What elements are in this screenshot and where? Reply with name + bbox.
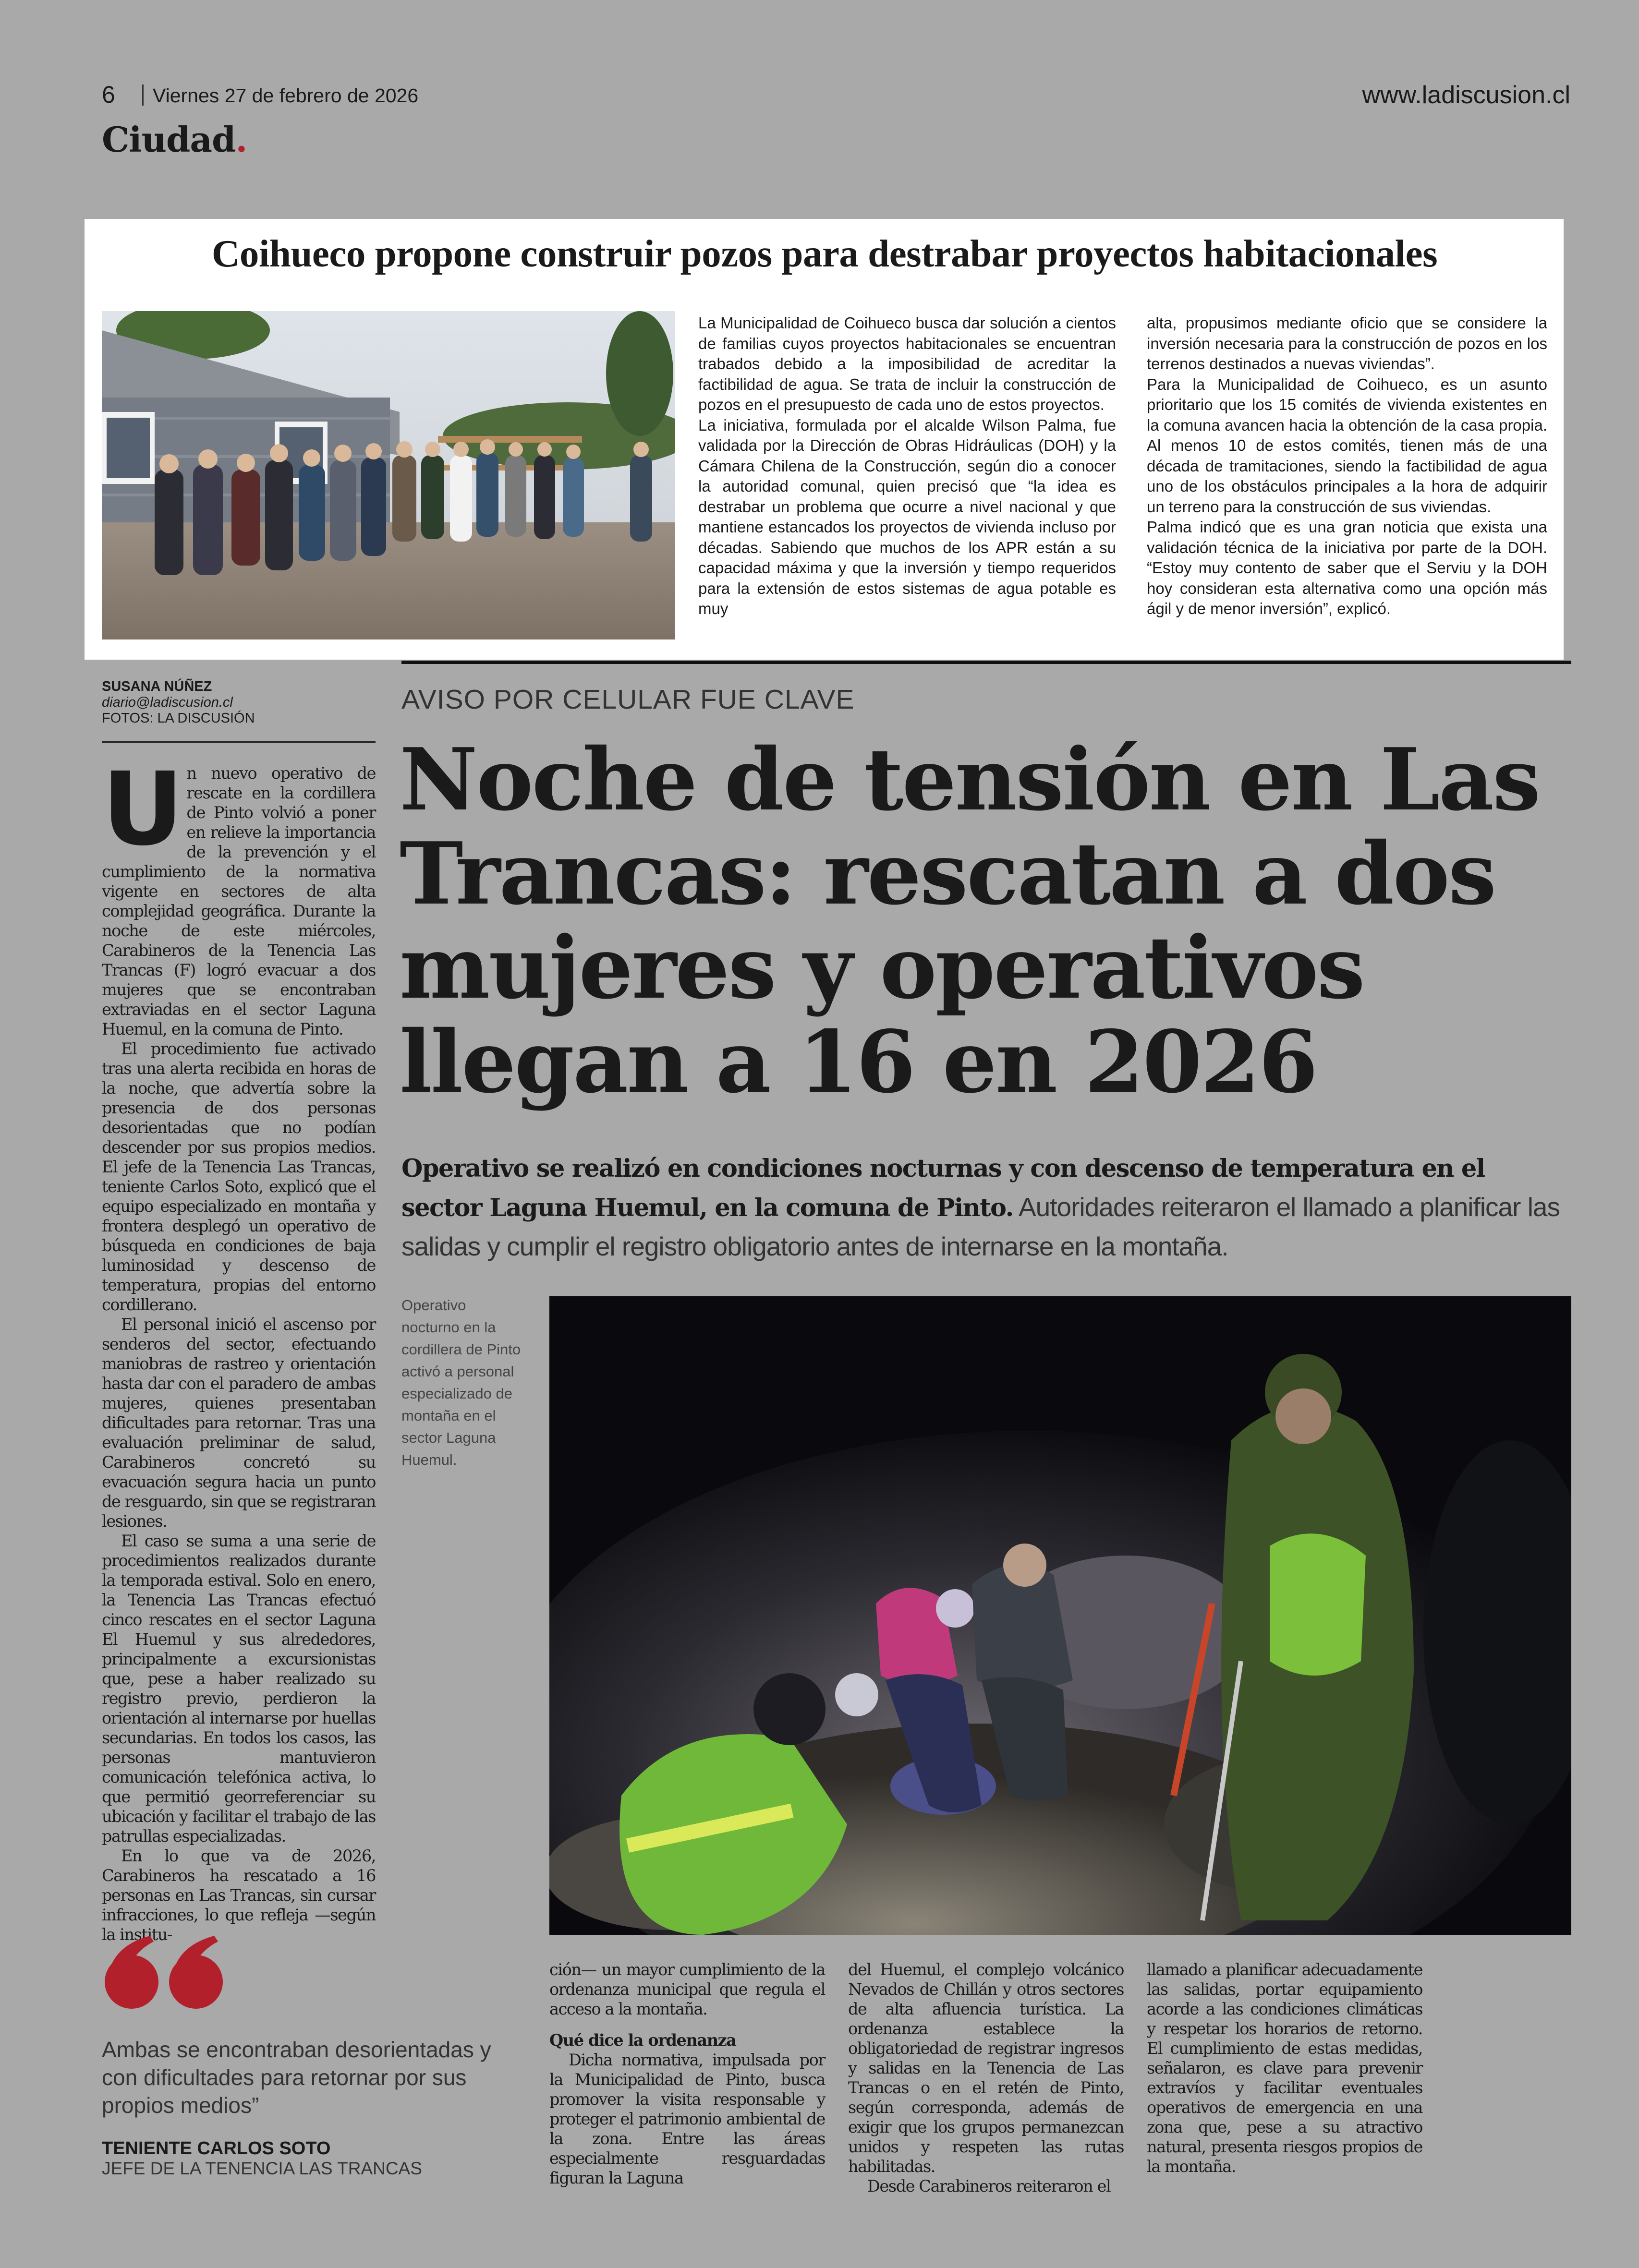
- body-first-paragraph: n nuevo operativo de rescate en la cordillera de Pinto volvió a poner en relieve la importancia de la prevención y el cumplimiento de la normativa vigente en sectores de alta complejidad geográfica. Durante la noche de este miércoles, Carabineros de la Tenencia Las Trancas (F) logró evacuar a dos mujeres que se encontraban extraviadas en el sector Laguna Huemul, en la comuna de Pinto.: [102, 764, 376, 1038]
- body-left-p3: El caso se suma a una serie de procedimientos realizados durante la temporada estival. Solo en enero, la Tenencia Las Trancas efectuó cinco rescates en el sector Laguna El Huemul y sus alrededores, principalmente a excursionistas que, pese a haber realizado su registro previo, perdieron la orientación al internarse por huellas secundarias. En todos los casos, las personas mantuvieron comunicación telefónica activa, lo que permitió georreferenciar su ubicación y facilitar el trabajo de las patrullas especializadas.: [102, 1532, 376, 1846]
- col-a-p2: Dicha normativa, impulsada por la Municipalidad de Pinto, busca promover la visita responsable y proteger el patrimonio ambiental de la zona. Entre las áreas especialmente resguardadas figuran la Laguna: [549, 2051, 825, 2187]
- deck: [401, 1148, 1571, 1266]
- top-story-col2-p1: alta, propusimos mediante oficio que se considere la inversión necesaria para la construcción de pozos en los terrenos destinados a nuevas viviendas”.: [1147, 314, 1547, 373]
- byline-rule: [102, 741, 376, 743]
- col-b-p1: del Huemul, el complejo volcánico Nevados de Chillán y otros sectores de alta afluencia turística. La ordenanza establece la obligatoriedad de registrar ingresos y salidas en la Tenencia de Las Trancas o en el retén de Pinto, según corresponda, además de exigir que los grupos permanezcan unidos y respeten las rutas habilitadas.: [848, 1960, 1124, 2176]
- header-divider: [142, 84, 144, 106]
- issue-date: Viernes 27 de febrero de 2026: [153, 84, 419, 107]
- deck-bold: Operativo se realizó en condiciones nocturnas y con descenso de temperatura en el sector Laguna Huemul, en la comuna de Pinto.: [401, 1154, 1485, 1222]
- pull-quote-text: Ambas se encontraban desorientadas y con dificultades para retornar por sus propios medios”: [102, 2037, 491, 2118]
- top-story-col1-p1: La Municipalidad de Coihueco busca dar solución a cientos de familias cuyos proyectos habitacionales se encuentran trabados debido a la imposibilidad de acreditar la factibilidad de agua. Se trata de incluir la construcción de pozos en el presupuesto de cada uno de estos proyectos.: [698, 314, 1116, 413]
- article-body-col-b: [848, 1960, 1124, 2196]
- pull-quote-name: TENIENTE CARLOS SOTO: [102, 2138, 331, 2159]
- main-headline: [400, 729, 1571, 1112]
- byline-author: SUSANA NÚÑEZ: [102, 679, 212, 694]
- top-story-box: [85, 219, 1564, 660]
- top-story-col1-p2: La iniciativa, formulada por el alcalde Wilson Palma, fue validada por la Dirección de Obras Hidráulicas (DOH) y la Cámara Chilena de la Construcción, según dio a conocer la autoridad comunal, quien precisó que “la idea es destrabar un problema que ocurre a nivel nacional y que mantiene estancados los proyectos de vivienda incluso por décadas. Sabiendo que muchos de los APR están a su capacidad máxima y que la inversión y tiempo requeridos para la extensión de estos sistemas de agua potable es muy: [698, 416, 1116, 617]
- headline-line-2: Trancas: rescatan a dos: [400, 823, 1495, 924]
- byline: [102, 679, 371, 726]
- section-title-text: Ciudad: [102, 119, 236, 160]
- website[interactable]: www.ladiscusion.cl: [1362, 81, 1570, 109]
- body-left-p4: En lo que va de 2026, Carabineros ha rescatado a 16 personas en Las Trancas, sin cursar infracciones, lo que refleja —según la institu-: [102, 1846, 376, 1944]
- article-body-left: [102, 750, 376, 1944]
- col-a-p1: ción— un mayor cumplimiento de la ordenanza municipal que regula el acceso a la montaña.: [549, 1960, 825, 2018]
- subhead: Qué dice la ordenanza: [549, 2031, 736, 2050]
- body-left-p1: El procedimiento fue activado tras una alerta recibida en horas de la noche, que advertía sobre la presencia de dos personas desorientadas que no podían descender por sus propios medios. El jefe de la Tenencia Las Trancas, teniente Carlos Soto, explicó que el equipo especializado en montaña y frontera desplegó un operativo de búsqueda en condiciones de baja luminosidad y descenso de temperatura, propias del entorno cordillerano.: [102, 1039, 376, 1314]
- top-story-col2-p3: Palma indicó que es una gran noticia que exista una validación técnica de la iniciativa por parte de la DOH. “Estoy muy contento de saber que el Serviu y la DOH hoy consideran esta alternativa como una opción más ágil y de menor inversión”, explicó.: [1147, 518, 1547, 617]
- headline-line-4: llegan a 16 en 2026: [400, 1012, 1317, 1112]
- pull-quote-role: JEFE DE LA TENENCIA LAS TRANCAS: [102, 2159, 422, 2178]
- top-story-headline: Coihueco propone construir pozos para destrabar proyectos habitacionales: [211, 232, 1438, 275]
- col-b-p2: Desde Carabineros reiteraron el: [867, 2177, 1111, 2196]
- col-c-p1: llamado a planificar adecuadamente las salidas, portar equipamiento acorde a las condiciones climáticas y respetar los horarios de retorno. El cumplimiento de estas medidas, señalaron, es clave para prevenir extravíos y facilitar eventuales operativos de emergencia en una zona que, pese a su atractivo natural, presenta riesgos propios de la montaña.: [1147, 1960, 1422, 2176]
- housing-committee-photo: [102, 311, 675, 639]
- byline-photos: FOTOS: LA DISCUSIÓN: [102, 711, 255, 726]
- rescue-photo: [549, 1296, 1571, 1935]
- headline-line-3: mujeres y operativos: [400, 917, 1364, 1018]
- headline-line-1: Noche de tensión en Las: [400, 729, 1540, 830]
- article-body-col-a: [549, 1960, 825, 2188]
- section-title-dot: .: [235, 119, 247, 160]
- deck-regular: Autoridades reiteraron el llamado a planificar las salidas y cumplir el registro obligatorio antes de internarse en la montaña.: [401, 1192, 1560, 1261]
- section-rule: [401, 661, 1571, 664]
- drop-cap: U: [102, 750, 180, 868]
- kicker: AVISO POR CELULAR FUE CLAVE: [401, 684, 855, 715]
- top-story-col1: [698, 313, 1116, 619]
- top-story-col2: [1147, 313, 1547, 619]
- page-number: 6: [102, 81, 115, 108]
- byline-email[interactable]: diario@ladiscusion.cl: [102, 695, 233, 710]
- photo-caption: Operativo nocturno en la cordillera de Pinto activó a personal especializado de montaña en el sector Laguna Huemul.: [401, 1297, 521, 1468]
- article-body-col-c: [1147, 1960, 1422, 2176]
- section-title: [102, 119, 247, 160]
- body-left-p2: El personal inició el ascenso por senderos del sector, efectuando maniobras de rastreo y orientación hasta dar con el paradero de ambas mujeres, quienes presentaban dificultades para retornar. Tras una evaluación preliminar de salud, Carabineros concretó su evacuación segura hacia un punto de resguardo, sin que se registraran lesiones.: [102, 1315, 376, 1531]
- top-story-col2-p2: Para la Municipalidad de Coihueco, es un asunto prioritario que los 15 comités de vivienda existentes en la comuna avancen hacia la obtención de la casa propia. Al menos 10 de estos comités, tienen más de una década de tramitaciones, siendo la factibilidad de agua uno de los obstáculos principales a la hora de adquirir un terreno para la construcción de sus viviendas.: [1147, 375, 1547, 516]
- quote-marks-icon: [102, 1936, 228, 2009]
